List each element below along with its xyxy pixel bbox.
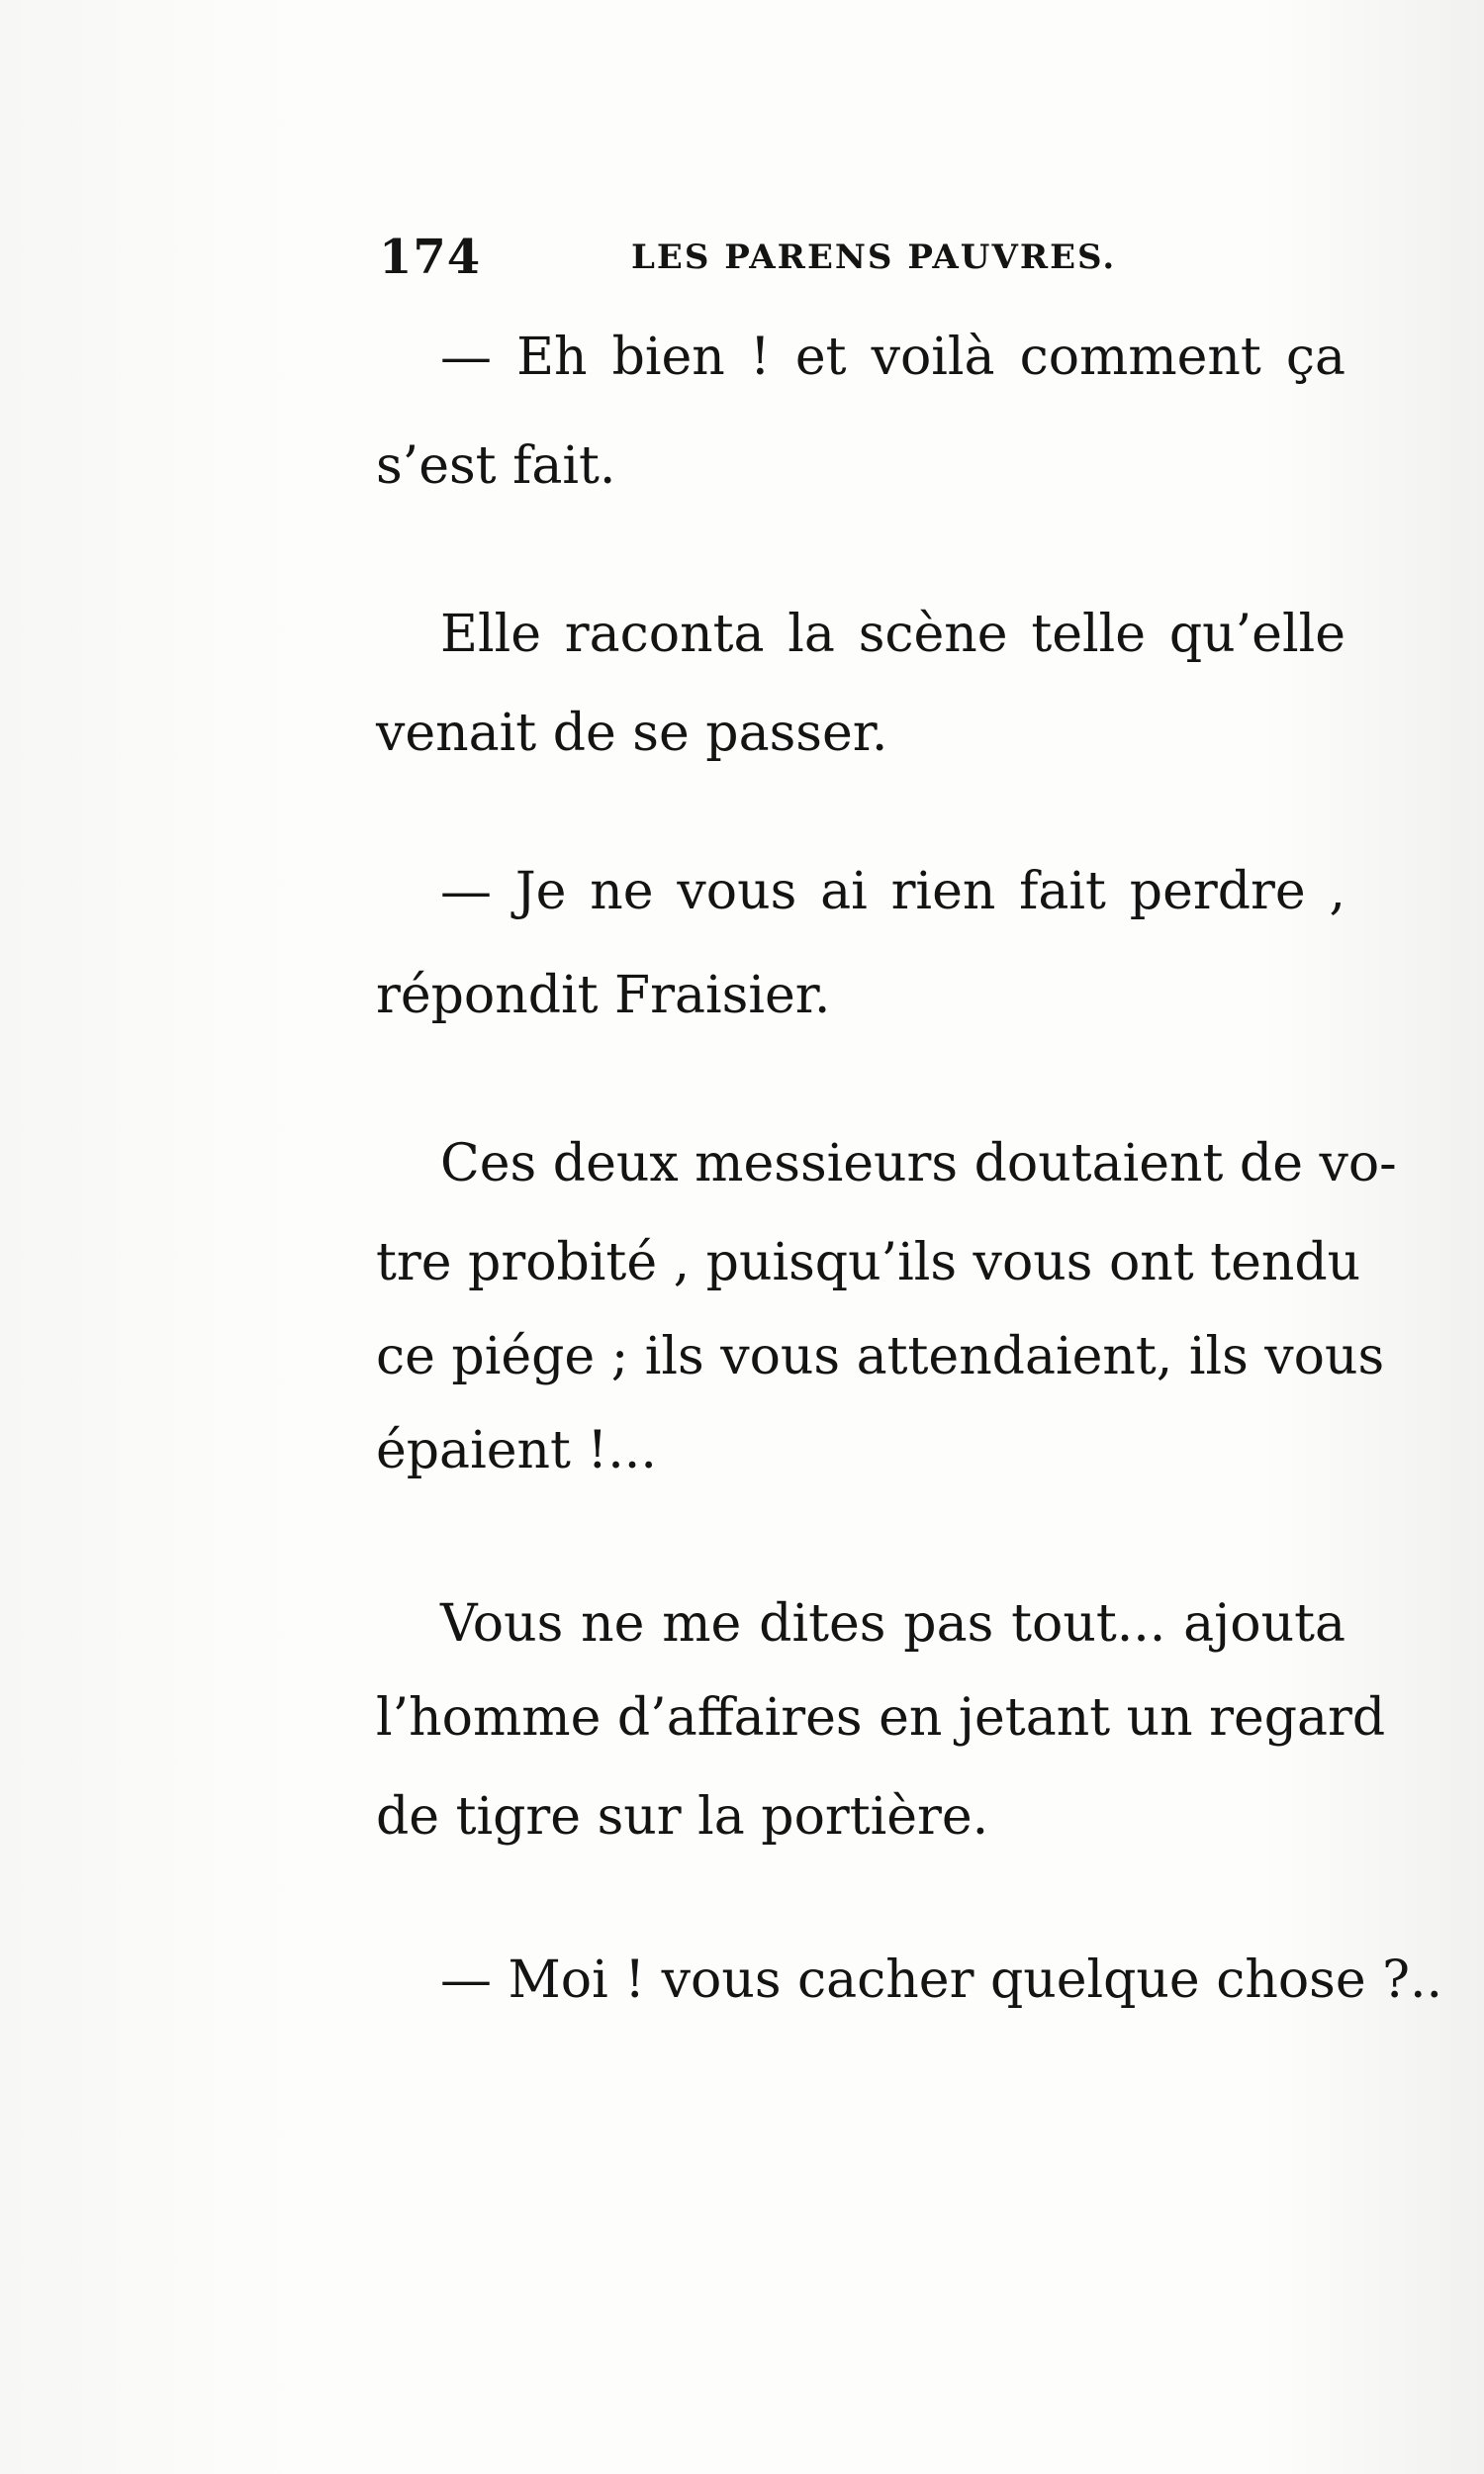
text-line: répondit Fraisier. (376, 966, 831, 1025)
text-line: Ces deux messieurs doutaient de vo- (440, 1134, 1397, 1193)
text-line: tre probité , puisqu’ils vous ont tendu (376, 1233, 1361, 1292)
text-line: venait de se passer. (376, 704, 888, 763)
text-line: l’homme d’affaires en jetant un regard (376, 1688, 1386, 1748)
text-line: — Moi ! vous cacher quelque chose ?.. (440, 1951, 1443, 2010)
text-line: Elle raconta la scène telle qu’elle (440, 605, 1345, 664)
running-title: LES PARENS PAUVRES. (631, 238, 1117, 277)
text-line: Vous ne me dites pas tout... ajouta (440, 1594, 1345, 1654)
text-line: de tigre sur la portière. (376, 1787, 989, 1847)
text-line: ce piége ; ils vous attendaient, ils vous (376, 1327, 1385, 1386)
running-head (379, 230, 1368, 289)
page-number: 174 (379, 230, 482, 285)
text-line: épaient !... (376, 1421, 657, 1480)
text-line: — Eh bien ! et voilà comment ça (440, 328, 1345, 387)
text-line: — Je ne vous ai rien fait perdre , (440, 862, 1345, 921)
text-line: s’est fait. (376, 436, 616, 496)
